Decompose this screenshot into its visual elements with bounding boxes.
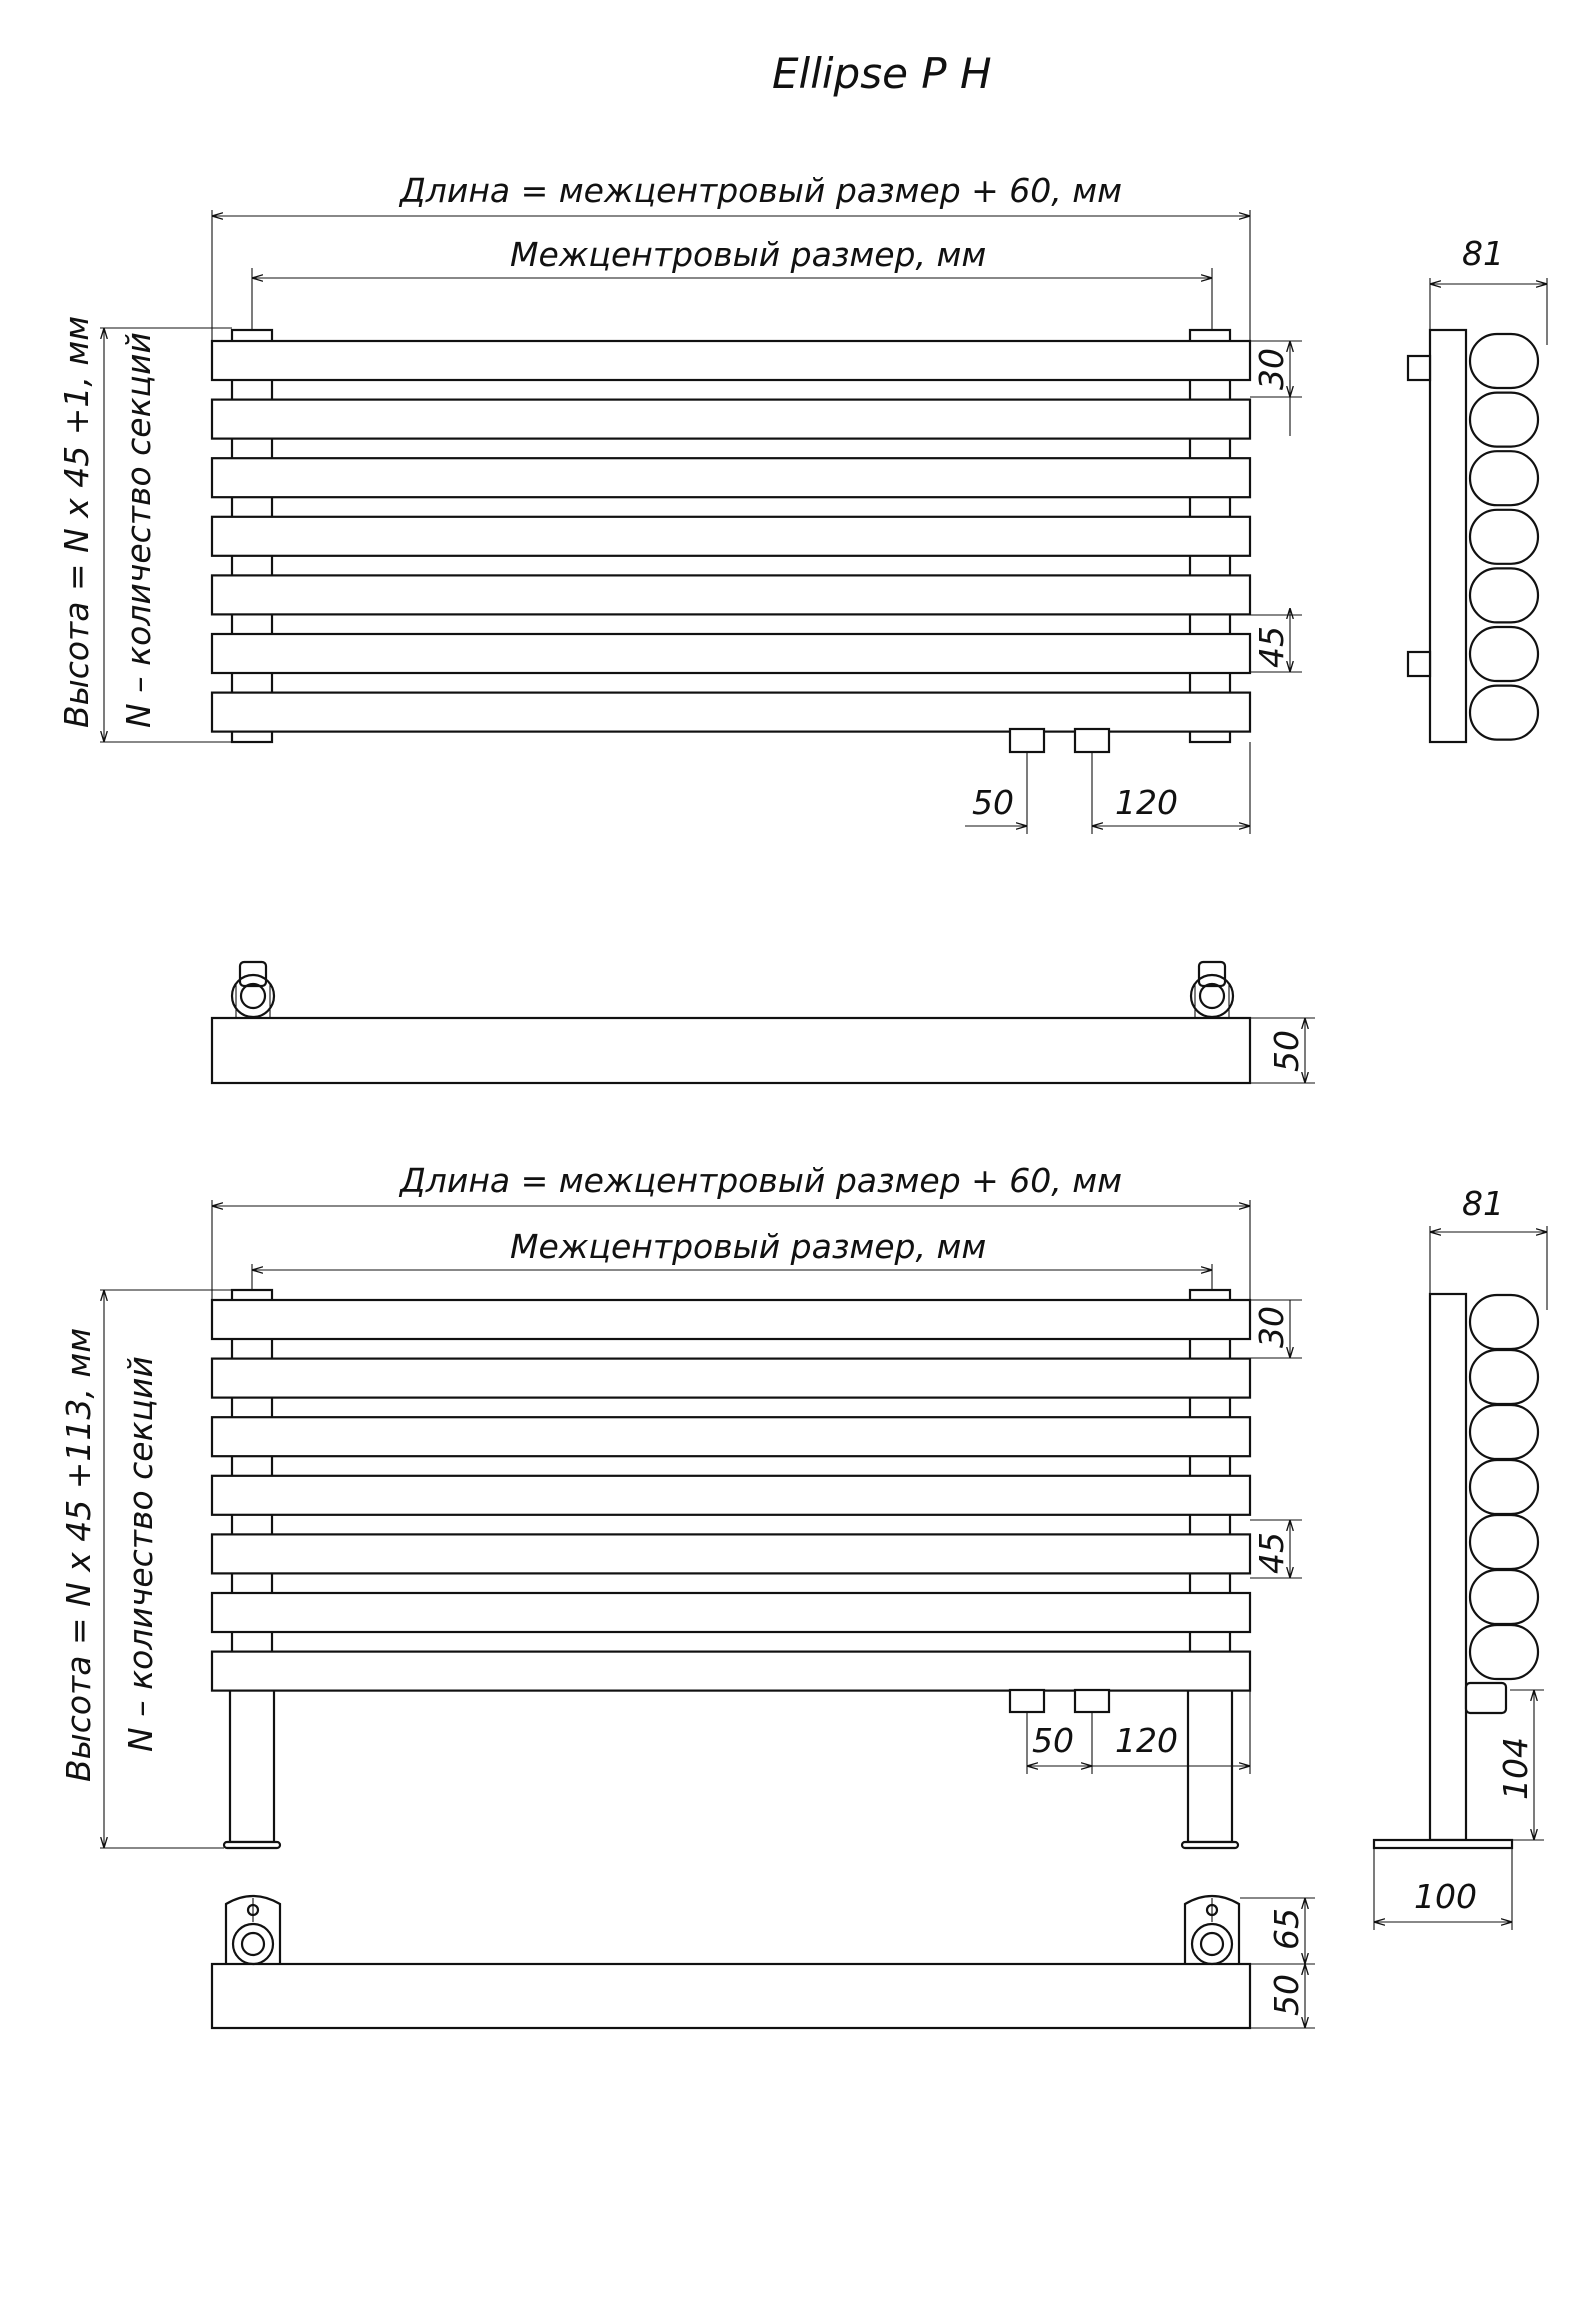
section-bar-floor-7 (212, 1652, 1250, 1691)
bracket-left (232, 962, 274, 1018)
top-view-dim-50-2: 50 (1267, 1974, 1306, 2016)
leg-left (230, 1690, 274, 1842)
section-bar-3 (212, 458, 1250, 497)
length-label-2: Длина = межцентровый размер + 60, мм (400, 1161, 1123, 1200)
section-bar-floor-4 (212, 1476, 1250, 1515)
sections-label: N – количество секций (119, 332, 158, 728)
foot-left (224, 1842, 280, 1848)
wall-bracket-bottom (1408, 652, 1430, 676)
height-label-2: Высота = N x 45 +113, мм (59, 1327, 98, 1782)
floor-front-view (59, 1161, 1302, 1848)
dim-conn-120: 120 (1115, 783, 1178, 822)
section-bar-4 (212, 517, 1250, 556)
wall-front-view (57, 171, 1302, 834)
side-oval-2 (1470, 393, 1538, 447)
sections-label-2: N – количество секций (121, 1356, 160, 1752)
dim-conn-50-2: 50 (1032, 1721, 1074, 1760)
side-oval-3 (1470, 451, 1538, 505)
side-oval-floor-4 (1470, 1460, 1538, 1514)
length-label: Длина = межцентровый размер + 60, мм (400, 171, 1123, 210)
side-oval-1 (1470, 334, 1538, 388)
center-label: Межцентровый размер, мм (510, 235, 987, 274)
side-oval-floor-3 (1470, 1405, 1538, 1459)
bracket-right (1191, 962, 1233, 1018)
side-oval-7 (1470, 686, 1538, 740)
dim-top-30: 30 (1252, 348, 1291, 390)
section-bar-floor-1 (212, 1300, 1250, 1339)
sections-2 (212, 1300, 1250, 1691)
floor-top-view (212, 1896, 1315, 2028)
foot-right (1182, 1842, 1238, 1848)
drawing-title: Ellipse P H (772, 49, 992, 98)
side-oval-6 (1470, 627, 1538, 681)
top-view-dim-50: 50 (1267, 1030, 1306, 1072)
wall-top-view (212, 962, 1315, 1083)
floor-bracket-right (1185, 1896, 1239, 1964)
side-manifold-2 (1430, 1294, 1466, 1840)
connection-pipe-left-2 (1010, 1690, 1044, 1712)
side-oval-floor-1 (1470, 1295, 1538, 1349)
floor-side-view (1374, 1184, 1547, 1930)
side-sections-2 (1470, 1295, 1538, 1679)
dim-conn-50: 50 (972, 783, 1014, 822)
wall-bracket-top (1408, 356, 1430, 380)
side-sections (1470, 334, 1538, 740)
section-bar-6 (212, 634, 1250, 673)
wall-side-view (1408, 234, 1547, 742)
section-bar-floor-3 (212, 1417, 1250, 1456)
section-bar-2 (212, 400, 1250, 439)
side-oval-4 (1470, 510, 1538, 564)
dim-conn-120-2: 120 (1115, 1721, 1178, 1760)
side-base-plate (1374, 1840, 1512, 1848)
section-bar-1 (212, 341, 1250, 380)
dim-pitch-45: 45 (1252, 626, 1291, 668)
sections (212, 341, 1250, 732)
top-view-body (212, 1018, 1250, 1083)
side-oval-floor-5 (1470, 1515, 1538, 1569)
dim-pitch-45-2: 45 (1252, 1532, 1291, 1574)
connection-pipe-left (1010, 729, 1044, 752)
section-bar-floor-2 (212, 1359, 1250, 1398)
bracket-height-65: 65 (1267, 1908, 1306, 1950)
connection-pipe-right (1075, 729, 1109, 752)
side-connection (1466, 1683, 1506, 1713)
floor-bracket-left (226, 1896, 280, 1964)
connection-pipe-right-2 (1075, 1690, 1109, 1712)
leg-height-104: 104 (1496, 1737, 1535, 1800)
section-bar-7 (212, 693, 1250, 732)
center-label-2: Межцентровый размер, мм (510, 1227, 987, 1266)
dim-top-30-2: 30 (1252, 1306, 1291, 1348)
side-oval-5 (1470, 568, 1538, 622)
section-bar-floor-6 (212, 1593, 1250, 1632)
section-bar-floor-5 (212, 1534, 1250, 1573)
height-label: Высота = N x 45 +1, мм (57, 315, 96, 728)
section-bar-5 (212, 575, 1250, 614)
side-oval-floor-7 (1470, 1625, 1538, 1679)
side-oval-floor-6 (1470, 1570, 1538, 1624)
base-width-100: 100 (1414, 1877, 1477, 1916)
side-manifold (1430, 330, 1466, 742)
side-depth-81: 81 (1462, 234, 1504, 273)
side-oval-floor-2 (1470, 1350, 1538, 1404)
top-view-body-2 (212, 1964, 1250, 2028)
side-depth-81-2: 81 (1462, 1184, 1504, 1223)
